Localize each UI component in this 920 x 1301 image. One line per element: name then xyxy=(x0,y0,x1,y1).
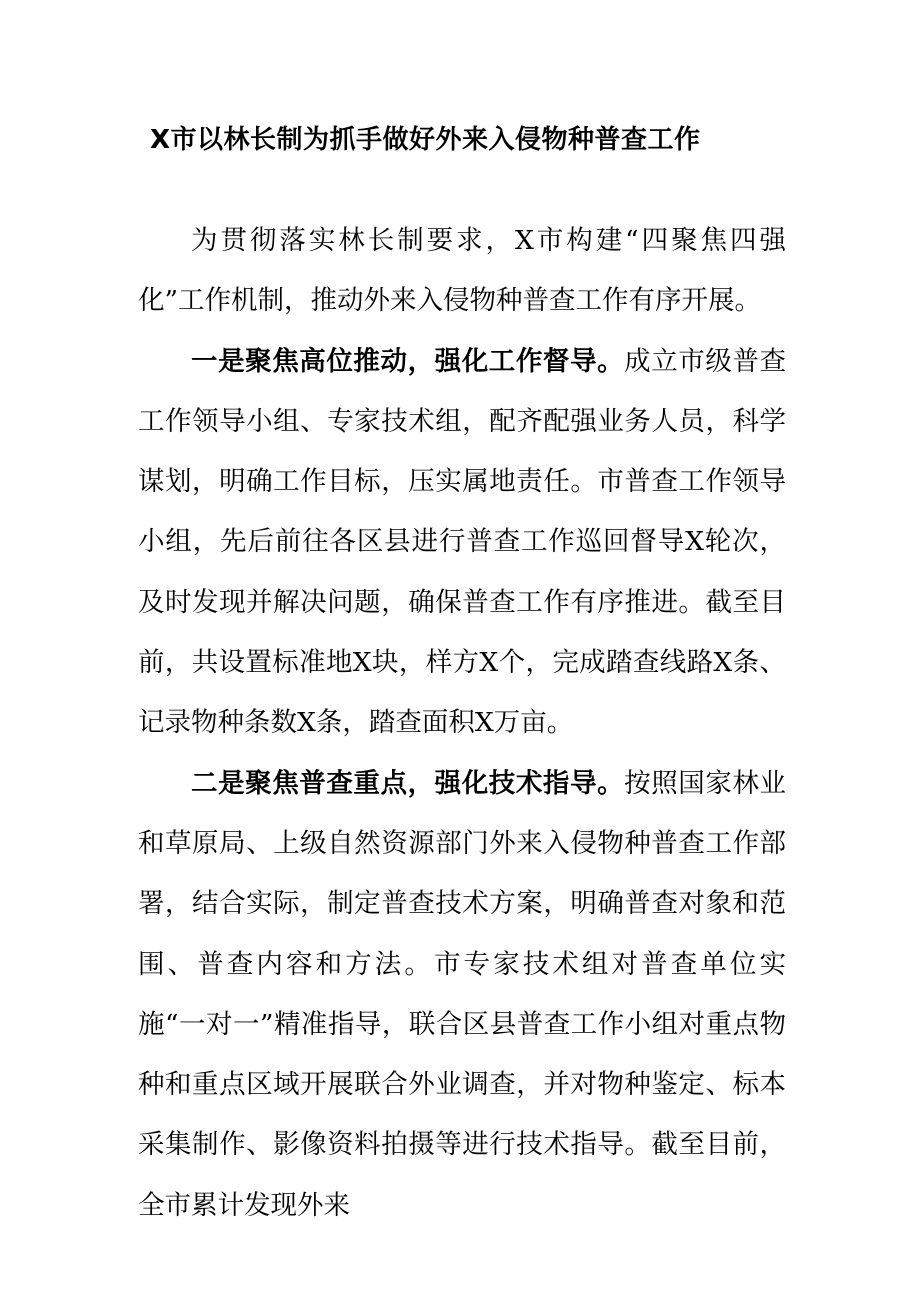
section-lead-1: 一是聚焦高位推动，强化工作督导。 xyxy=(191,345,625,377)
section-text-1: 成立市级普查工作领导小组、专家技术组，配齐配强业务人员，科学谋划，明确工作目标，压实属地责任。市普查工作领导小组，先后前往各区县进行普查工作巡回督导X轮次，及时发现并解决问题，确保普查工作有序推进。截至目前，共设置标准地X块，样方X个，完成踏查线路X条、记录物种条数X条，踏查面积X万亩。 xyxy=(138,345,787,739)
section-paragraph-2 xyxy=(138,754,786,1236)
document-title: X市以林长制为抓手做好外来入侵物种普查工作 xyxy=(150,125,701,155)
document-body xyxy=(138,211,786,1236)
section-text-2: 按照国家林业和草原局、上级自然资源部门外来入侵物种普查工作部署，结合实际，制定普查技术方案，明确普查对象和范围、普查内容和方法。市专家技术组对普查单位实施“一对一”精准指导，联合区县普查工作小组对重点物种和重点区域开展联合外业调查，并对物种鉴定、标本采集制作、影像资料拍摄等进行技术指导。截至目前，全市累计发现外来 xyxy=(138,767,787,1221)
intro-paragraph: 为贯彻落实林长制要求，X市构建“四聚焦四强化”工作机制，推动外来入侵物种普查工作有序开展。 xyxy=(138,225,786,317)
section-lead-2: 二是聚焦普查重点，强化技术指导。 xyxy=(191,767,625,799)
section-paragraph-1 xyxy=(138,332,786,754)
